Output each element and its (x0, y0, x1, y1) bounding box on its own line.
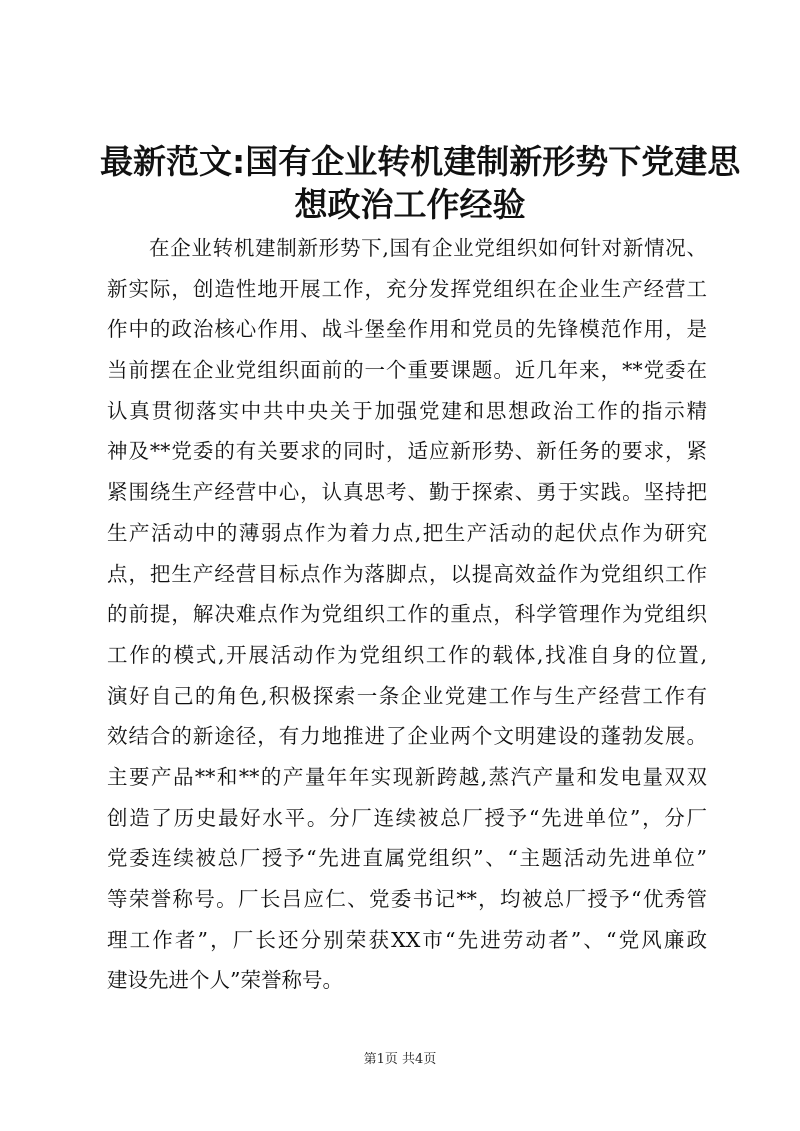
title-line: 想政治工作经验 (294, 185, 526, 224)
paragraph-line: 的前提，解决难点作为党组织工作的重点，科学管理作为党组织 (107, 602, 707, 627)
paragraph-line: 等荣誉称号。厂长吕应仁、党委书记**，均被总厂授予“优秀管 (107, 887, 707, 911)
paragraph-line: 神及**党委的有关要求的同时，适应新形势、新任务的要求，紧 (107, 439, 707, 464)
document-body (107, 228, 707, 1001)
paragraph-line: 点，把生产经营目标点作为落脚点，以提高效益作为党组织工作 (107, 561, 707, 586)
paragraph-line: 紧围绕生产经营中心，认真思考、勤于探索、勇于实践。坚持把 (107, 480, 707, 505)
paragraph-line: 建设先进个人”荣誉称号。 (107, 968, 343, 993)
paragraph-line: 在企业转机建制新形势下,国有企业党组织如何针对新情况、 (149, 236, 707, 260)
paragraph-line: 效结合的新途径，有力地推进了企业两个文明建设的蓬勃发展。 (107, 724, 707, 749)
paragraph-line: 新实际，创造性地开展工作，充分发挥党组织在企业生产经营工 (107, 276, 707, 301)
paragraph-line: 演好自己的角色,积极探索一条企业党建工作与生产经营工作有 (107, 683, 707, 708)
paragraph-line: 生产活动中的薄弱点作为着力点,把生产活动的起伏点作为研究 (107, 520, 707, 545)
document-title (100, 140, 741, 226)
title-line: 最新范文:国有企业转机建制新形势下党建思 (100, 142, 741, 181)
paragraph-line: 创造了历史最好水平。分厂连续被总厂授予“先进单位”，分厂 (107, 805, 707, 830)
paragraph-line: 当前摆在企业党组织面前的一个重要课题。近几年来，**党委在 (107, 358, 707, 383)
page-footer: 第1页 共4页 (363, 1052, 437, 1067)
paragraph-line: 作中的政治核心作用、战斗堡垒作用和党员的先锋模范作用，是 (107, 317, 707, 342)
paragraph-line: 认真贯彻落实中共中央关于加强党建和思想政治工作的指示精 (107, 398, 707, 423)
paragraph-line: 主要产品**和**的产量年年实现新跨越,蒸汽产量和发电量双双 (107, 764, 707, 789)
paragraph-line: 工作的模式,开展活动作为党组织工作的载体,找准自身的位置, (107, 642, 707, 667)
paragraph-line: 理工作者”，厂长还分别荣获XX市“先进劳动者”、“党风廉政 (107, 927, 707, 952)
paragraph-line: 党委连续被总厂授予“先进直属党组织”、“主题活动先进单位” (107, 846, 707, 871)
